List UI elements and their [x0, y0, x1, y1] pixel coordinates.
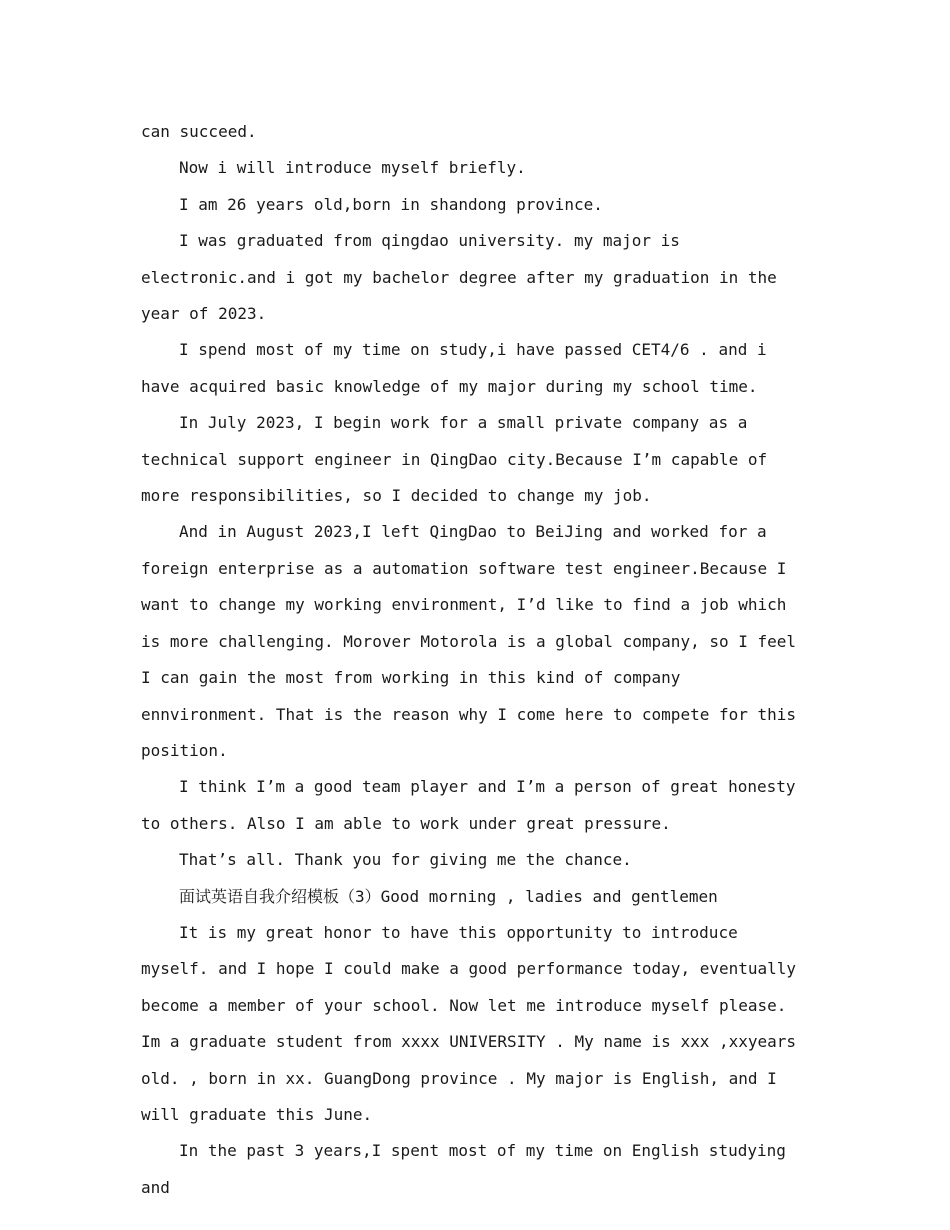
- paragraph-first-job: In July 2023, I begin work for a small private company as a technical support engineer in QingDao city.Because I’m capable of more responsibilities, so I decided to change my job.: [141, 413, 777, 506]
- document-body: [141, 114, 811, 1206]
- paragraph-template-3-intro: It is my great honor to have this opportunity to introduce myself. and I hope I could make a good performance today, eventually become a member of your school. Now let me introduce myself please. Im a graduate student from xxxx UNIVERSITY . My name is xxx ,xxyears old. , born in xx. GuangDong province . My major is English, and I will graduate this June.: [141, 922, 806, 1124]
- paragraph-closing: That’s all. Thank you for giving me the chance.: [179, 850, 632, 870]
- paragraph-template-3-past: In the past 3 years,I spent most of my time on English studying and: [141, 1141, 796, 1197]
- paragraph-intro: Now i will introduce myself briefly.: [179, 158, 526, 178]
- paragraph-qualities: I think I’m a good team player and I’m a person of great honesty to others. Also I am able to work under great pressure.: [141, 777, 806, 833]
- paragraph-age: I am 26 years old,born in shandong province.: [179, 194, 603, 214]
- paragraph-education: I was graduated from qingdao university. my major is electronic.and i got my bachelor degree after my graduation in the year of 2023.: [141, 231, 787, 324]
- paragraph-continuation: can succeed.: [141, 122, 257, 141]
- paragraph-second-job: And in August 2023,I left QingDao to BeiJing and worked for a foreign enterprise as a automation software test engineer.Because I want to change my working environment, I’d like to find a job which is more challenging. Morover Motorola is a global company, so I feel I can gain the most from working in this kind of company ennvironment. That is the reason why I come here to compete for this position.: [141, 522, 806, 760]
- paragraph-study: I spend most of my time on study,i have passed CET4/6 . and i have acquired basic knowledge of my major during my school time.: [141, 340, 777, 396]
- section-heading-template-3: 面试英语自我介绍模板（3）Good morning , ladies and gentlemen: [179, 886, 718, 906]
